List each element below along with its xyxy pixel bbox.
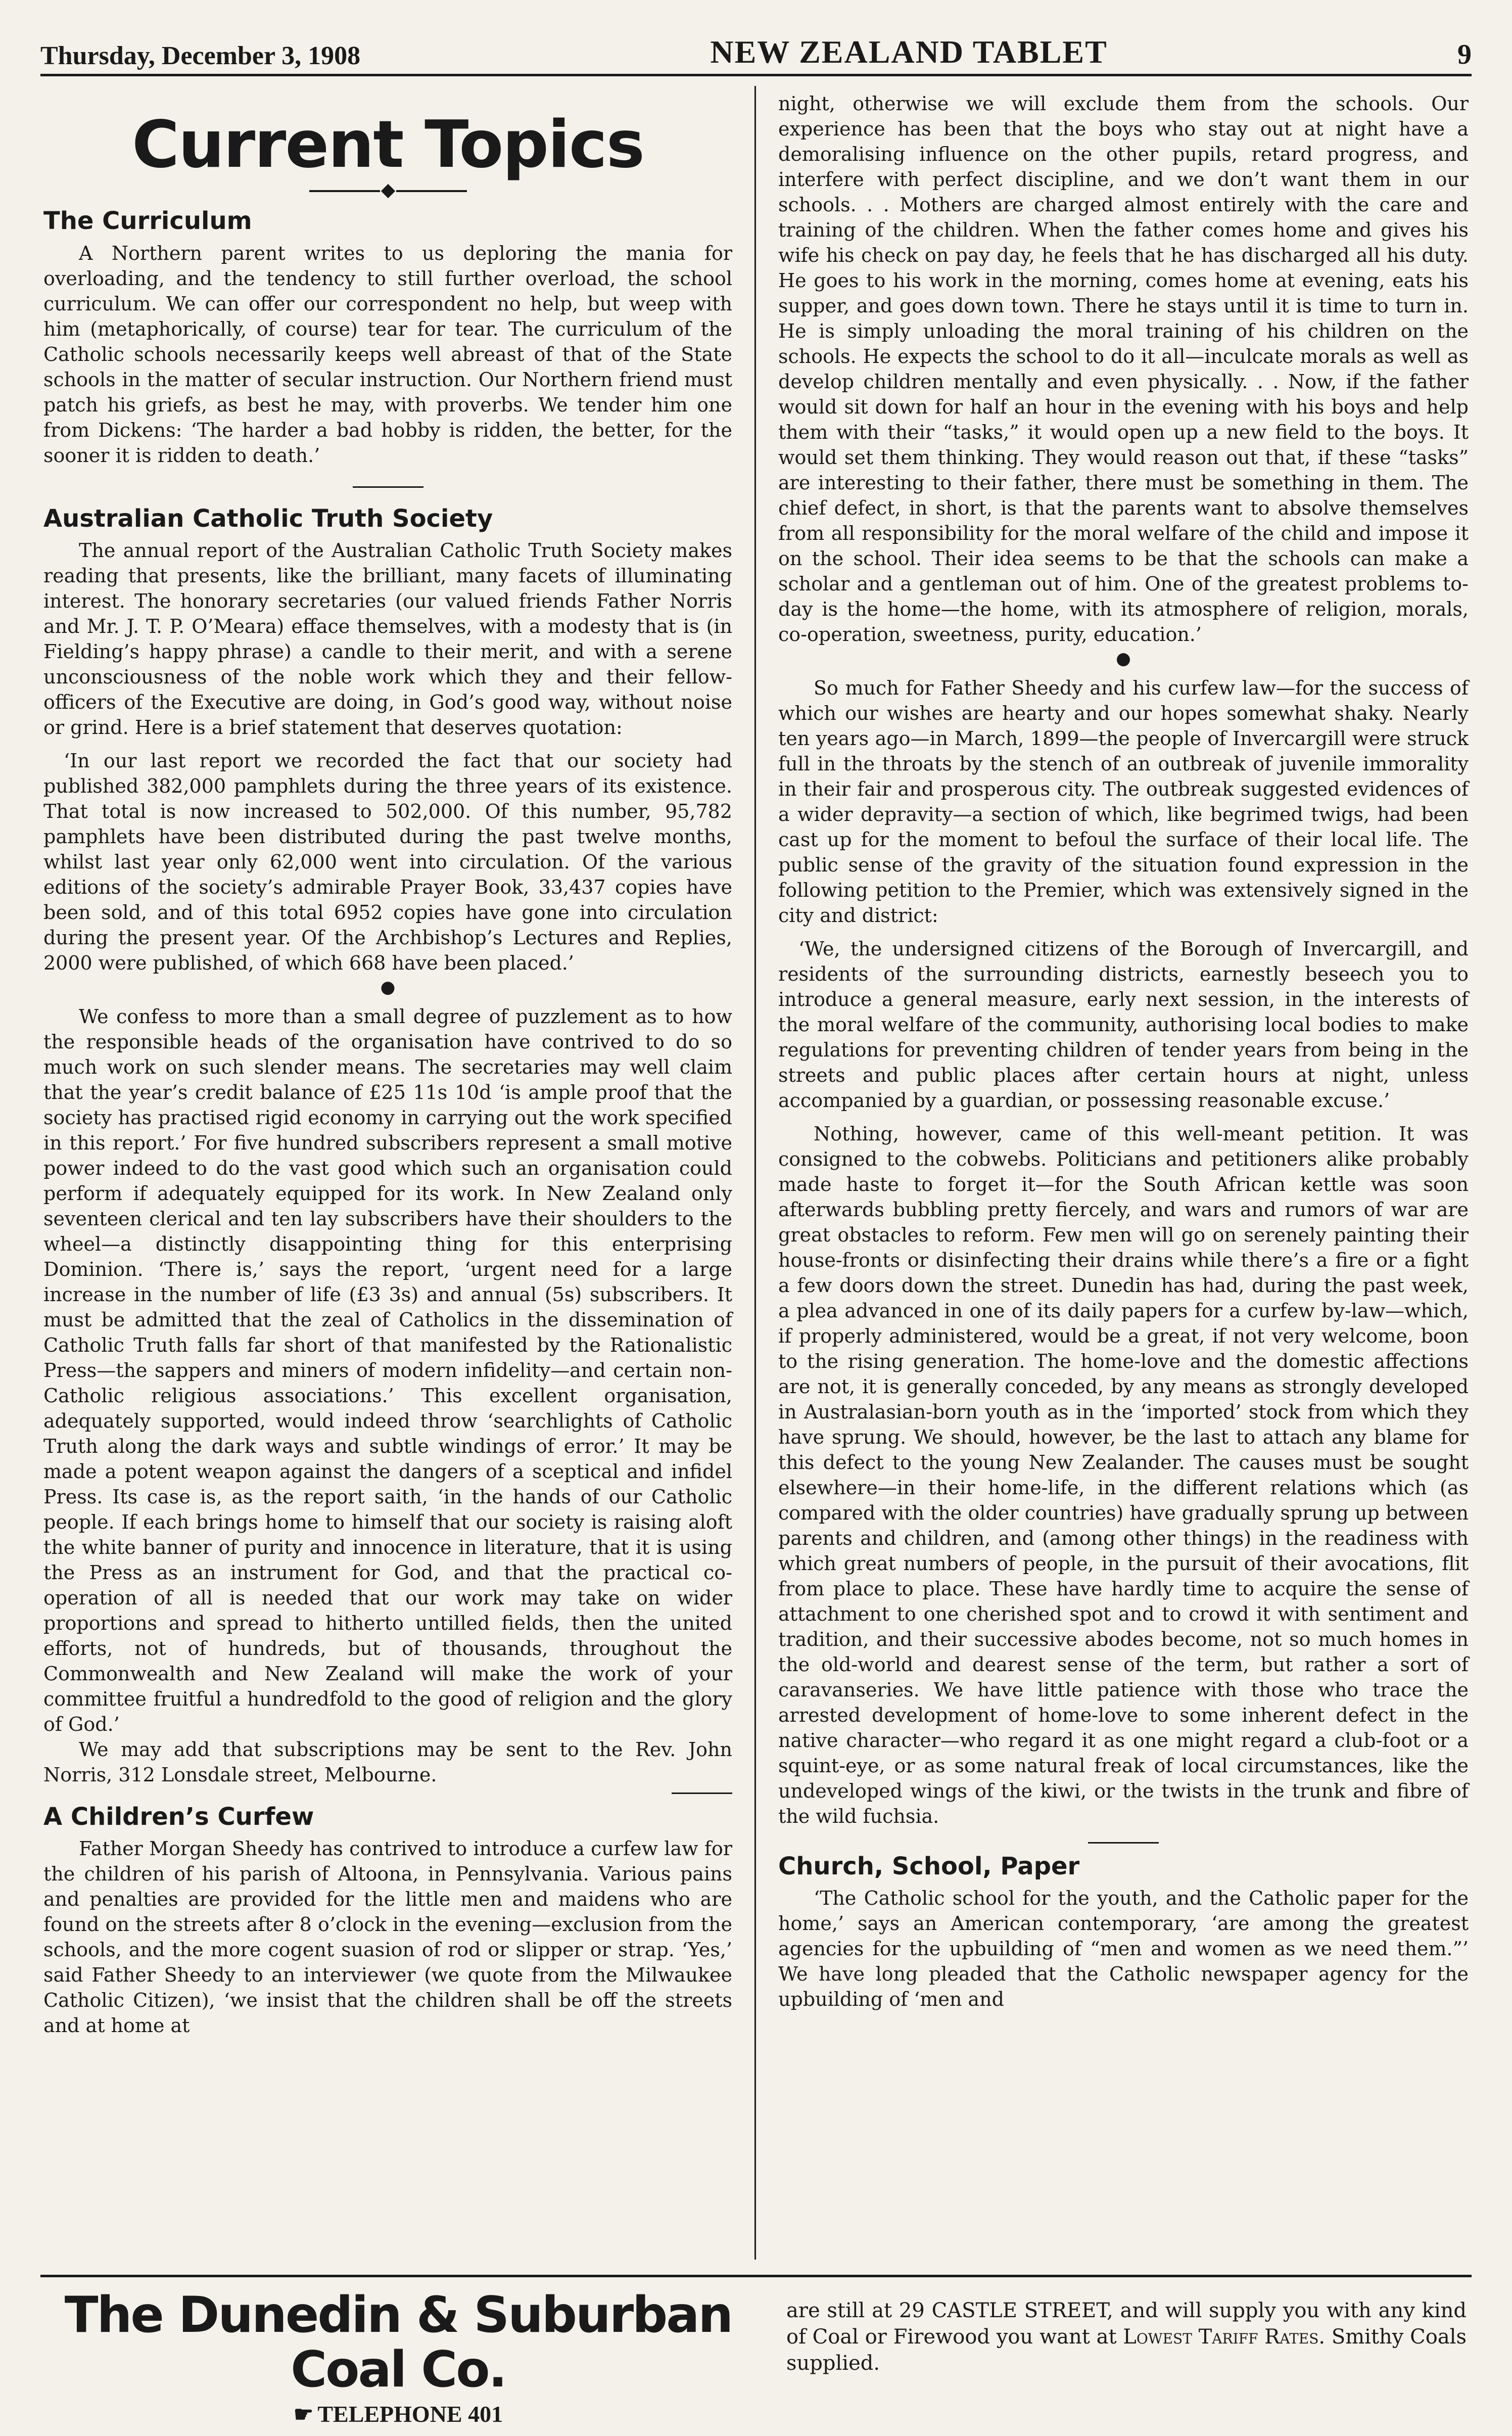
left-column bbox=[40, 86, 756, 2260]
paragraph: So much for Father Sheedy and his curfew law—for the success of which our wishes are hearty and our hopes somewhat shaky. Nearly ten years ago—in March, 1899—the people of Invercargill were struck full in the throats by the stench of an outbreak of juvenile immorality in their fair and prosperous city. The outbreak suggested evidences of a wider depravity—a section of which, like begrimed twigs, had been cast up for the moment to befoul the surface of their local life. The public sense of the gravity of the situation found expression in the following petition to the Premier, which was extensively signed in the city and district: bbox=[778, 677, 1469, 927]
page-header bbox=[40, 20, 1472, 76]
title-ornament bbox=[43, 186, 732, 196]
quote-paragraph: ‘We, the undersigned citizens of the Borough of Invercargill, and residents of the surrounding districts, earnestly beseech you to introduce a general measure, early next session, in the interests of the moral welfare of the community, authorising local bodies to make regulations for preventing children of tender years from being in the streets and public places after certain hours at night, unless accompanied by a guardian, or possessing reasonable excuse.’ bbox=[778, 938, 1469, 1112]
right-column bbox=[756, 86, 1472, 2260]
ad-company bbox=[40, 2277, 756, 2427]
paragraph: We confess to more than a small degree of puzzlement as to how the responsible heads of the organisation have contrived to do so much work on such slender means. The secretaries may well claim that the year’s credit balance of £25 11s 10d ‘is ample proof that the society has practised rigid economy in carrying out the work specified in this report.’ For five hundred subscribers represent a small motive power indeed to do the vast good which such an organisation could perform if adequately equipped for its work. In New Zealand only seventeen clerical and ten lay subscribers have their shoulders to the wheel—a distinctly disappointing thing for this enterprising Dominion. ‘There is,’ says the report, ‘urgent need for a large increase in the number of life (£3 3s) and annual (5s) subscribers. It must be admitted that the zeal of Catholics in the dissemination of Catholic Truth falls far short of that manifested by the Rationalistic Press—the sappers and miners of modern infidelity—and certain non-Catholic religious associations.’ This excellent organisation, adequately supported, would indeed throw ‘searchlights of Catholic Truth along the dark ways and subtle windings of error.’ It may be made a potent weapon against the dangers of a sceptical and infidel Press. Its case is, as the report saith, ‘in the hands of our Catholic people. If each brings home to himself that our society is raising aloft the white banner of purity and innocence in literature, that it is using the Press as an instrument for God, and that the practical co-operation of all is needed that our work may take on wider proportions and spread to hitherto untilled fields, then the united efforts, not of hundreds, but of thousands, throughout the Commonwealth and New Zealand will make the work of your committee fruitful a hundredfold to the good of religion and the glory of God.’ bbox=[43, 1005, 732, 1735]
footer-advertisement bbox=[40, 2275, 1472, 2427]
ad-text: are still at 29 CASTLE STREET, and will supply you with any kind of Coal or Firewood you want at Lowest Tariff Rates. Smithy Coals supplied. bbox=[786, 2299, 1467, 2375]
section-title: Current Topics bbox=[132, 107, 644, 182]
star-separator-icon: ● bbox=[1116, 649, 1131, 669]
heading-curfew: A Children’s Curfew bbox=[43, 1802, 314, 1831]
star-separator-icon: ● bbox=[380, 977, 396, 997]
heading-truth-society: Australian Catholic Truth Society bbox=[43, 504, 493, 533]
ad-title: The Dunedin & Suburban Coal Co. bbox=[64, 2286, 732, 2399]
paragraph: ‘The Catholic school for the youth, and the Catholic paper for the home,’ says an American contemporary, ‘are among the greatest agencies for the upbuilding of “men and women as we need them.”’ We have long pleaded that the Catholic newspaper agency for the upbuilding of ‘men and bbox=[778, 1887, 1469, 2011]
paragraph: A Northern parent writes to us deploring the mania for overloading, and the tendency to still further overload, the school curriculum. We can offer our correspondent no help, but weep with him (metaphorically, of course) tear for tear. The curriculum of the Catholic schools necessarily keeps well abreast of that of the State schools in the matter of secular instruction. Our Northern friend must patch his griefs, as best he may, with proverbs. We tender him one from Dickens: ‘The harder a bad hobby is ridden, the better, for the sooner it is ridden to death.’ bbox=[43, 242, 732, 467]
page-number: 9 bbox=[1457, 39, 1472, 70]
article-columns bbox=[40, 86, 1472, 2260]
ad-telephone: ☛ TELEPHONE 401 bbox=[293, 2401, 503, 2427]
heading-church-school-paper: Church, School, Paper bbox=[778, 1852, 1080, 1880]
paragraph: The annual report of the Australian Catholic Truth Society makes reading that presents, like the brilliant, many facets of illuminating interest. The honorary secretaries (our valued friends Father Norris and Mr. J. T. P. O’Meara) efface themselves, with a modesty that is (in Fielding’s happy phrase) a candle to their merit, and with a serene unconsciousness of the noble work which they and their fellow-officers of the Executive are doing, in God’s good way, without noise or grind. Here is a brief statement that deserves quotation: bbox=[43, 539, 732, 739]
heading-curriculum: The Curriculum bbox=[43, 207, 252, 236]
issue-date: Thursday, December 3, 1908 bbox=[40, 41, 361, 70]
paragraph: We may add that subscriptions may be sent to the Rev. John Norris, 312 Lonsdale street, Melbourne. bbox=[43, 1738, 732, 1786]
ad-tariff: Lowest Tariff Rates bbox=[1123, 2325, 1319, 2349]
paragraph: night, otherwise we will exclude them from the schools. Our experience has been that the boys who stay out at night have a demoralising influence on the other pupils, retard progress, and interfere with perfect discipline, and we don’t want them in our schools. . . Mothers are charged almost entirely with the care and training of the children. When the father comes home and gives his wife his check on pay day, he feels that he has discharged all his duty. He goes to his work in the morning, comes home at evening, eats his supper, and goes down town. There he stays until it is time to turn in. He is simply unloading the moral training of his children on the schools. He expects the school to do it all—inculcate morals as well as develop children mentally and even physically. . . Now, if the father would sit down for half an hour in the evening with his boys and help them with their “tasks,” it would open up a new field to the boys. It would set them thinking. They would reason out that, if these “tasks” are interesting to their father, there must be something in them. The chief defect, in short, is that the parents want to absolve themselves from all responsibility for the moral welfare of the child and impose it on the school. Their idea seems to be that the schools can make a scholar and a gentleman out of him. One of the greatest problems to-day is the home—the home, with its atmosphere of religion, morals, co-operation, sweetness, purity, education.’ bbox=[778, 93, 1469, 646]
masthead: NEW ZEALAND TABLET bbox=[710, 34, 1108, 70]
paragraph: Nothing, however, came of this well-meant petition. It was consigned to the cobwebs. Politicians and petitioners alike probably made haste to forget it—for the South African kettle was soon afterwards bubbling pretty fiercely, and wars and rumors of war are great obstacles to reform. Few men will go on serenely painting their house-fronts or disinfecting their drains while there’s a fire or a fight a few doors down the street. Dunedin has had, during the past week, a plea advanced in one of its daily papers for a curfew by-law—which, if properly administered, would be a great, if not very welcome, boon to the rising generation. The home-love and the domestic affections are not, it is generally conceded, by any means as strongly developed in Australasian-born youth as in the ‘imported’ stock from which they have sprung. We should, however, be the last to attach any blame for this defect to the young New Zealander. The causes must be sought elsewhere—in their home-life, in the different relations which (as compared with the older countries) have gradually sprung up between parents and children, and (among other things) in the readiness with which great numbers of people, in the pursuit of their avocations, flit from place to place. These have hardly time to acquire the sense of attachment to one cherished spot and to crowd it with sentiment and tradition, and their successive abodes become, not so much homes in the old-world and dearest sense of the term, but rather a sort of caravanseries. We have little patience with those who trace the arrested development of home-love to some inherent defect in the native character—who regard it as one might regard a club-foot or a squint-eye, or as some natural freak of local circumstances, like the undeveloped wings of the kiwi, or the twists in the trunk and fibre of the wild fuchsia. bbox=[778, 1123, 1469, 1827]
paragraph: Father Morgan Sheedy has contrived to introduce a curfew law for the children of his parish of Altoona, in Pennsylvania. Various pains and penalties are provided for the little men and maidens who are found on the streets after 8 o’clock in the evening—exclusion from the schools, and the more cogent suasion of rod or slipper or strap. ‘Yes,’ said Father Sheedy to an interviewer (we quote from the Milwaukee Catholic Citizen), ‘we insist that the children shall be off the streets and at home at bbox=[43, 1837, 732, 2037]
diamond-icon bbox=[381, 184, 395, 198]
section-divider bbox=[672, 1792, 732, 1794]
section-divider bbox=[353, 486, 423, 488]
quote-paragraph: ‘In our last report we recorded the fact that our society had published 382,000 pamphlets during the three years of its existence. That total is now increased to 502,000. Of this number, 95,782 pamphlets have been distributed during the past twelve months, whilst last year only 62,000 went into circulation. Of the various editions of the society’s admirable Prayer Book, 33,437 copies have been sold, and of this total 6952 copies have gone into circulation during the present year. Of the Archbishop’s Lectures and Replies, 2000 were published, of which 668 have been placed.’ bbox=[43, 749, 732, 974]
section-divider bbox=[1088, 1842, 1159, 1844]
pointing-hand-icon: ☛ bbox=[293, 2402, 314, 2427]
